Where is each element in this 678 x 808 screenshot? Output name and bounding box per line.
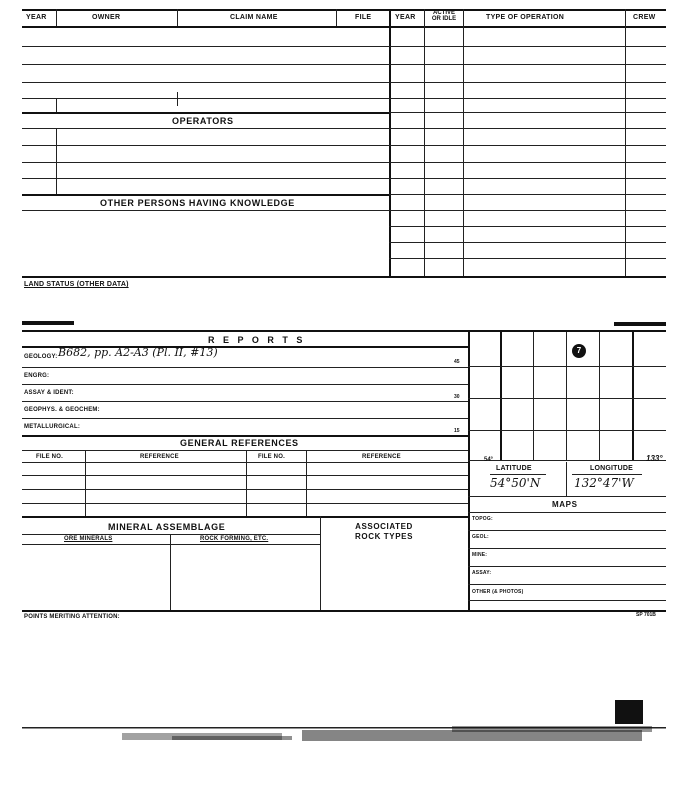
col-header-claim-name: CLAIM NAME [230,14,278,21]
divider [56,128,57,194]
row-line [389,178,666,179]
other-persons-title: OTHER PERSONS HAVING KNOWLEDGE [100,198,295,208]
grid-col [599,332,600,460]
row-line [389,64,666,65]
maps-other: OTHER (& PHOTOS) [472,589,524,595]
row-line [22,128,389,129]
corner-left-coord: 54° [484,457,494,463]
row-line [22,503,468,504]
row-line [22,82,389,83]
center-divider [389,9,391,277]
table-top-border [22,9,666,11]
row-line [389,145,666,146]
col-header-type-of-operation: TYPE OF OPERATION [486,14,565,21]
location-marker: 7 [572,344,586,358]
row-line [389,210,666,211]
row-line [468,548,666,549]
grid-col [500,332,502,460]
col-header-year-2: YEAR [395,14,416,21]
row-line [22,178,389,179]
divider [246,450,247,516]
row-line [22,462,468,463]
points-meriting-attention: POINTS MERITING ATTENTION: [24,614,120,620]
corner-right-coord: 133° [646,454,663,463]
row-line [468,566,666,567]
divider [85,450,86,516]
land-status-label: LAND STATUS (OTHER DATA) [24,281,129,288]
associated-line1: ASSOCIATED [355,522,413,531]
divider [56,98,57,112]
row-line [490,474,546,475]
latitude-value: 54°50'N [490,476,541,490]
grid-row [468,430,666,431]
ref-header-file-no-2: FILE NO. [258,454,285,460]
grid-top [468,330,666,332]
row-line [389,242,666,243]
table-bottom-border [22,276,666,278]
divider [177,9,178,26]
grid-row [468,398,666,399]
geology-number: 45 [454,359,460,365]
ore-minerals-label: ORE MINERALS [64,536,113,542]
maps-assay: ASSAY: [472,570,492,576]
col-header-owner: OWNER [92,14,121,21]
row-line [22,64,389,65]
divider [625,9,626,277]
maps-mine: MINE: [472,552,488,558]
divider [463,9,464,277]
associated-rock-types [355,522,413,542]
row-line [389,98,666,99]
row-line [22,418,468,419]
row-line [389,46,666,47]
row-line [22,384,468,385]
row-line [22,544,320,545]
row-line [389,226,666,227]
row-line [468,496,666,497]
row-line [22,210,389,211]
maps-geol: GEOL: [472,534,489,540]
geology-label: GEOLOGY: [24,354,58,360]
row-line [22,162,389,163]
scan-noise-band [22,724,666,750]
rock-forming-label: ROCK FORMING, ETC. [200,536,269,542]
col-header-active-line2: OR IDLE [431,16,457,22]
row-line [389,82,666,83]
row-line [22,98,389,99]
grid-col [533,332,534,460]
reports-title: R E P O R T S [208,335,306,345]
row-line [389,128,666,129]
operators-title: OPERATORS [172,116,234,126]
ref-header-file-no-1: FILE NO. [36,454,63,460]
row-line [389,194,666,195]
row-line [22,516,468,518]
divider [170,534,171,610]
grid-row [468,460,666,461]
divider [320,516,321,610]
ref-header-reference-1: REFERENCE [140,454,179,460]
bar-right [614,322,666,326]
grid-col [566,332,567,460]
latitude-label: LATITUDE [496,465,532,472]
row-line [389,162,666,163]
longitude-value: 132°47'W [574,476,634,490]
grid-row [468,366,666,367]
assay-number: 30 [454,394,460,400]
row-line [22,401,468,402]
form-number: SP 701B [636,612,656,618]
row-line [22,534,320,535]
divider [336,9,337,26]
row-line [22,450,468,451]
maps-title: MAPS [552,500,578,509]
metallurgical-label: METALLURGICAL: [24,424,81,430]
grid-col [632,332,634,460]
row-line [22,145,389,146]
col-header-active-or-idle [426,10,462,22]
divider [306,450,307,516]
associated-line2: ROCK TYPES [355,532,414,541]
row-line [389,258,666,259]
assay-label: ASSAY & IDENT: [24,390,74,396]
row-line [22,194,389,196]
bar-left [22,321,74,325]
row-line [22,367,468,368]
divider [177,92,178,106]
row-line [468,512,666,513]
row-line [468,600,666,601]
maps-topog: TOPOG: [472,516,493,522]
divider [424,9,425,277]
ref-header-reference-2: REFERENCE [362,454,401,460]
divider [566,462,567,496]
row-line [22,435,468,437]
col-header-year: YEAR [26,14,47,21]
row-line [22,489,468,490]
row-line [468,584,666,585]
divider [56,9,57,26]
engrg-label: ENGRG: [24,373,50,379]
general-references-title: GENERAL REFERENCES [180,438,299,448]
scan-mark-block [615,700,643,724]
mineral-assemblage-title: MINERAL ASSEMBLAGE [108,522,226,532]
geology-value: B682, pp. A2-A3 (Pl. II, #13) [58,346,218,359]
row-line [22,46,389,47]
metallurgical-number: 15 [454,428,460,434]
reports-bottom-border [22,610,666,612]
header-bottom-border [22,26,666,28]
row-line [22,112,389,114]
col-header-active-line1: ACTIVE [432,10,455,16]
geophys-label: GEOPHYS. & GEOCHEM: [24,407,100,413]
longitude-label: LONGITUDE [590,465,634,472]
row-line [468,530,666,531]
col-header-file: FILE [355,14,372,21]
col-header-crew: CREW [633,14,656,21]
row-line [22,475,468,476]
row-line [389,112,666,113]
row-line [572,474,642,475]
reports-right-divider [468,330,470,610]
